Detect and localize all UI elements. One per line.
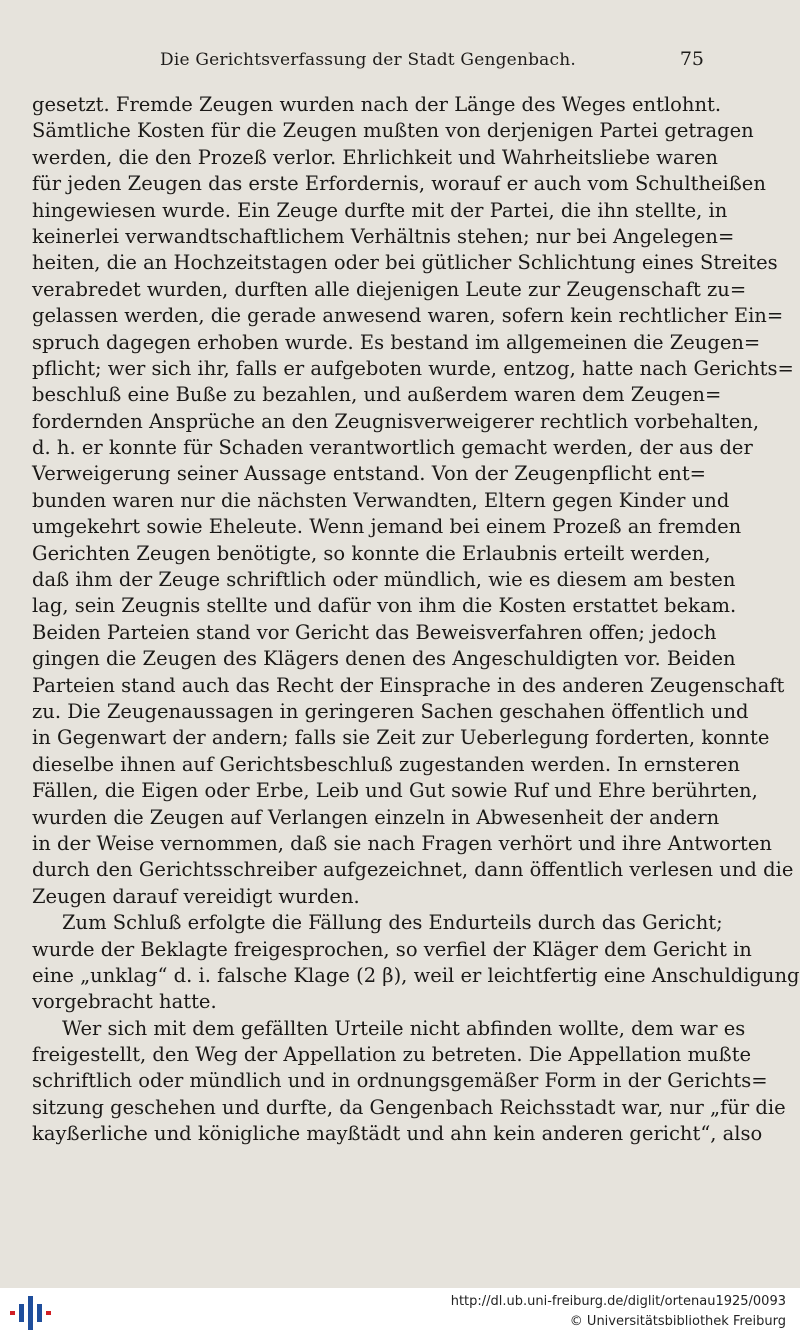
text-line: Sämtliche Kosten für die Zeugen mußten von derjenigen Partei getragen — [32, 119, 754, 143]
text-line: kayßerliche und königliche mayßtädt und ahn kein anderen gericht“, also — [32, 1122, 763, 1146]
text-line: pflicht; wer sich ihr, falls er aufgeboten wurde, entzog, hatte nach Gerichts= — [32, 356, 794, 380]
text-line: wurde der Beklagte freigesprochen, so verfiel der Kläger dem Gericht in — [32, 937, 752, 961]
text-line: dieselbe ihnen auf Gerichtsbeschluß zugestanden werden. In ernsteren — [32, 752, 740, 776]
text-line: für jeden Zeugen das erste Erfordernis, worauf er auch vom Schultheißen — [32, 172, 766, 196]
text-line: umgekehrt sowie Eheleute. Wenn jemand bei einem Prozeß an fremden — [32, 515, 742, 539]
text-line: werden, die den Prozeß verlor. Ehrlichkeit und Wahrheitsliebe waren — [32, 145, 718, 169]
text-line: heiten, die an Hochzeitstagen oder bei gütlicher Schlichtung eines Streites — [32, 251, 778, 275]
text-line: eine „unklag“ d. i. falsche Klage (2 β), weil er leichtfertig eine Anschuldigung — [32, 963, 800, 987]
text-line: in der Weise vernommen, daß sie nach Fragen verhört und ihre Antworten — [32, 831, 772, 855]
text-line: zu. Die Zeugenaussagen in geringeren Sachen geschahen öffentlich und — [32, 699, 749, 723]
running-title: Die Gerichtsverfassung der Stadt Gengenbach. — [160, 50, 576, 70]
text-line: wurden die Zeugen auf Verlangen einzeln in Abwesenheit der andern — [32, 805, 720, 829]
text-line: schriftlich oder mündlich und in ordnungsgemäßer Form in der Gerichts= — [32, 1069, 768, 1093]
text-line: durch den Gerichtsschreiber aufgezeichnet, dann öffentlich verlesen und die — [32, 858, 794, 882]
text-line: sitzung geschehen und durfte, da Gengenbach Reichsstadt war, nur „für die — [32, 1095, 786, 1119]
text-line: lag, sein Zeugnis stellte und dafür von ihm die Kosten erstattet bekam. — [32, 594, 737, 618]
text-line: d. h. er konnte für Schaden verantwortlich gemacht werden, der aus der — [32, 436, 753, 460]
text-line: gesetzt. Fremde Zeugen wurden nach der Länge des Weges entlohnt. — [32, 93, 722, 116]
text-line: gelassen werden, die gerade anwesend waren, sofern kein rechtlicher Ein= — [32, 304, 784, 328]
text-line: bunden waren nur die nächsten Verwandten, Eltern gegen Kinder und — [32, 488, 730, 512]
text-line: in Gegenwart der andern; falls sie Zeit zur Ueberlegung forderten, konnte — [32, 726, 770, 750]
text-line: daß ihm der Zeuge schriftlich oder mündlich, wie es diesem am besten — [32, 568, 736, 592]
text-line: Zum Schluß erfolgte die Fällung des Endurteils durch das Gericht; — [62, 911, 723, 935]
text-line: verabredet wurden, durften alle diejenigen Leute zur Zeugenschaft zu= — [32, 277, 747, 301]
text-line: Gerichten Zeugen benötigte, so konnte die Erlaubnis erteilt werden, — [32, 541, 711, 565]
body-text — [32, 92, 800, 1148]
text-line: Verweigerung seiner Aussage entstand. Von der Zeugenpflicht ent= — [32, 462, 706, 486]
text-line: Fällen, die Eigen oder Erbe, Leib und Gut sowie Ruf und Ehre berührten, — [32, 779, 758, 803]
text-line: Parteien stand auch das Recht der Einsprache in des anderen Zeugenschaft — [32, 673, 785, 697]
text-line: freigestellt, den Weg der Appellation zu betreten. Die Appellation mußte — [32, 1043, 752, 1067]
text-line: fordernden Ansprüche an den Zeugnisverweigerer rechtlich vorbehalten, — [32, 409, 760, 433]
text-line: vorgebracht hatte. — [32, 990, 217, 1014]
copyright-notice: © Universitätsbibliothek Freiburg — [569, 1314, 786, 1329]
library-logo-icon — [6, 1294, 54, 1332]
text-line: Zeugen darauf vereidigt wurden. — [32, 884, 360, 908]
footer-bar — [0, 1288, 800, 1336]
text-line: hingewiesen wurde. Ein Zeuge durfte mit der Partei, die ihn stellte, in — [32, 198, 728, 222]
text-line: spruch dagegen erhoben wurde. Es bestand im allgemeinen die Zeugen= — [32, 330, 761, 354]
text-line: keinerlei verwandtschaftlichem Verhältnis stehen; nur bei Angelegen= — [32, 224, 735, 248]
text-line: Wer sich mit dem gefällten Urteile nicht abfinden wollte, dem war es — [62, 1016, 746, 1040]
text-line: beschluß eine Buße zu bezahlen, und außerdem waren dem Zeugen= — [32, 383, 722, 407]
source-url-link[interactable]: http://dl.ub.uni-freiburg.de/diglit/ortenau1925/0093 — [450, 1294, 786, 1309]
text-line: Beiden Parteien stand vor Gericht das Beweisverfahren offen; jedoch — [32, 620, 717, 644]
text-line: gingen die Zeugen des Klägers denen des Angeschuldigten vor. Beiden — [32, 647, 736, 671]
page-number: 75 — [679, 48, 704, 70]
page-header — [30, 46, 706, 76]
